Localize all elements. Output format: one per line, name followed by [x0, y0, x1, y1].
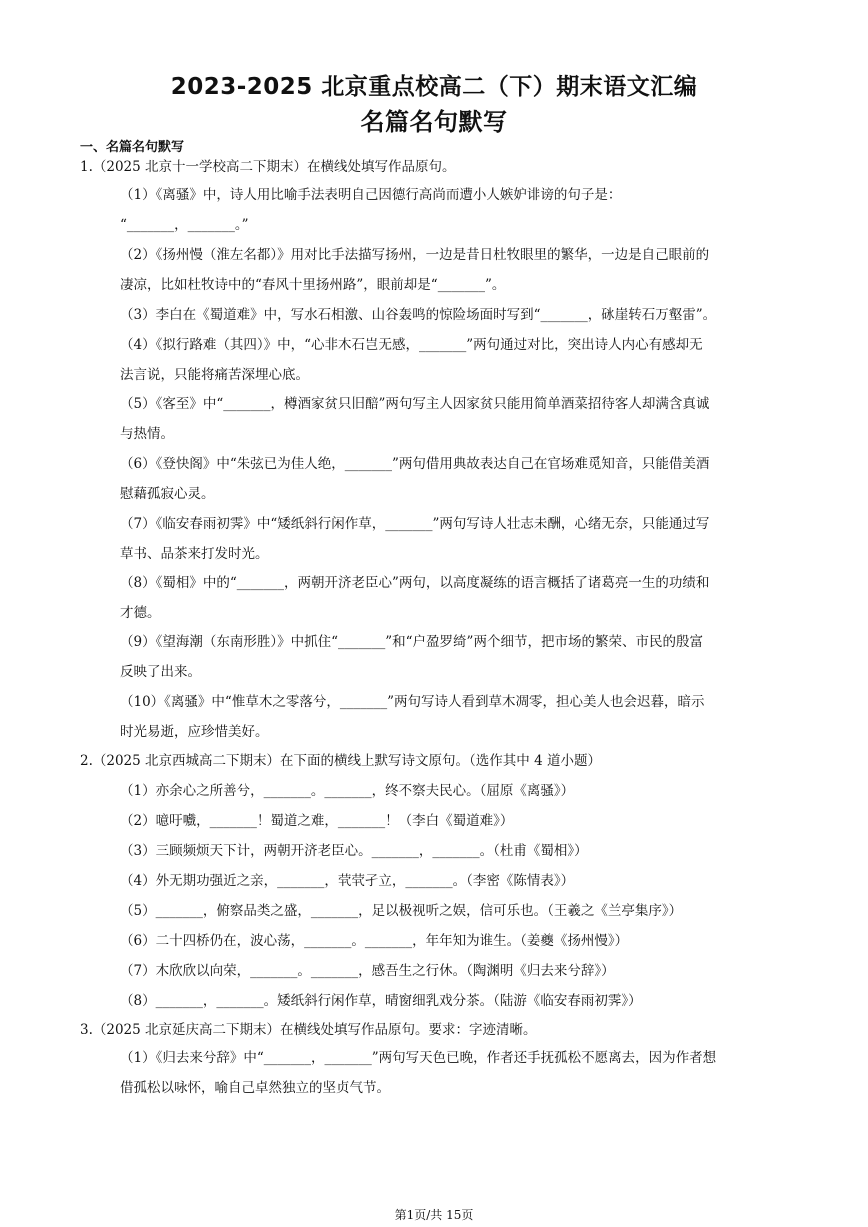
q1-item-1-line2: “_______，_______。” [120, 217, 249, 233]
q3-item-1 [120, 1043, 795, 1103]
q2-item-4: （4）外无期功强近之亲，_______，茕茕孑立，_______。（李密《陈情表》） [120, 873, 575, 889]
q2-item-7: （7）木欣欣以向荣，_______。_______，感吾生之行休。（陶渊明《归去来兮辞》） [120, 963, 615, 979]
q1-item-6 [120, 449, 795, 509]
page-footer: 第1页/共 15页 [394, 1208, 474, 1222]
q1-item-1-line1: （1）《离骚》中，诗人用比喻手法表明自己因德行高尚而遭小人嫉妒诽谤的句子是： [120, 187, 622, 203]
q2-item-1: （1）亦余心之所善兮，_______。_______，终不察夫民心。（屈原《离骚》） [120, 783, 575, 799]
q1-item-8-line2: 才德。 [120, 605, 161, 621]
q1-item-6-line1: （6）《登快阁》中“朱弦已为佳人绝，_______”两句借用典故表达自己在官场难觅知音，只能借美酒 [120, 456, 710, 472]
q1-item-2-line2: 凄凉，比如杜牧诗中的“春风十里扬州路”，眼前却是“_______”。 [120, 277, 506, 293]
document-subtitle: 名篇名句默写 [360, 108, 508, 136]
q2-item-5: （5）_______，俯察品类之盛，_______，足以极视听之娱，信可乐也。（王羲之《兰亭集序》） [120, 903, 683, 919]
q1-item-2 [120, 240, 795, 300]
q2-item-6: （6）二十四桥仍在，波心荡，_______。_______，年年知为谁生。（姜夔《扬州慢》） [120, 933, 629, 949]
q1-item-2-line1: （2）《扬州慢（淮左名都）》用对比手法描写扬州，一边是昔日杜牧眼里的繁华，一边是自己眼前的 [120, 247, 710, 263]
q1-item-3-line1: （3）李白在《蜀道难》中，写水石相激、山谷轰鸣的惊险场面时写到“_______，砯崖转石万壑雷”。 [120, 307, 717, 323]
q1-item-9-line2: 反映了出来。 [120, 664, 201, 680]
q1-item-4-line1: （4）《拟行路难（其四）》中，“心非木石岂无感，_______”两句通过对比，突出诗人内心有感却无 [120, 337, 703, 353]
q1-item-1 [120, 180, 795, 240]
q1-item-9 [120, 627, 795, 687]
question-2-stem: 2.（2025 北京西城高二下期末）在下面的横线上默写诗文原句。（选作其中 4 道小题） [80, 753, 601, 769]
q1-item-7-line1: （7）《临安春雨初霁》中“矮纸斜行闲作草，_______”两句写诗人壮志未酬，心绪无奈，只能通过写 [120, 516, 710, 532]
q1-item-8-line1: （8）《蜀相》中的“_______，两朝开济老臣心”两句，以高度凝练的语言概括了诸葛亮一生的功绩和 [120, 575, 710, 591]
section-heading: 一、名篇名句默写 [80, 140, 185, 155]
q3-item-1-line1: （1）《归去来兮辞》中“_______，_______”两句写天色已晚，作者还手抚孤松不愿离去，因为作者想 [120, 1050, 717, 1066]
q1-item-9-line1: （9）《望海潮（东南形胜）》中抓住“_______”和“户盈罗绮”两个细节，把市场的繁荣、市民的殷富 [120, 634, 703, 650]
q1-item-4-line2: 法言说，只能将痛苦深埋心底。 [120, 367, 309, 383]
q1-item-5 [120, 389, 795, 449]
q1-item-10-line2: 时光易逝，应珍惜美好。 [120, 724, 269, 740]
q1-item-10-line1: （10）《离骚》中“惟草木之零落兮，_______”两句写诗人看到草木凋零，担心美人也会迟暮，暗示 [120, 694, 705, 710]
question-3-stem: 3.（2025 北京延庆高二下期末）在横线处填写作品原句。要求：字迹清晰。 [80, 1022, 537, 1038]
q1-item-6-line2: 慰藉孤寂心灵。 [120, 486, 215, 502]
question-1-stem: 1.（2025 北京十一学校高二下期末）在横线处填写作品原句。 [80, 159, 456, 175]
q1-item-7-line2: 草书、品茶来打发时光。 [120, 546, 269, 562]
q1-item-8 [120, 568, 795, 628]
q1-item-7 [120, 509, 795, 569]
q1-item-4 [120, 330, 795, 390]
q1-item-10 [120, 687, 795, 747]
q2-item-8: （8）_______，_______。矮纸斜行闲作草，晴窗细乳戏分茶。（陆游《临安春雨初霁》） [120, 993, 642, 1009]
document-title: 2023-2025 北京重点校高二（下）期末语文汇编 [170, 74, 698, 100]
q1-item-5-line1: （5）《客至》中“_______，樽酒家贫只旧醅”两句写主人因家贫只能用简单酒菜招待客人却满含真诚 [120, 396, 710, 412]
q2-item-3: （3）三顾频烦天下计，两朝开济老臣心。_______，_______。（杜甫《蜀相》） [120, 843, 588, 859]
q1-item-5-line2: 与热情。 [120, 426, 174, 442]
q2-item-2: （2）噫吁嚱，_______！蜀道之难，_______！（李白《蜀道难》） [120, 813, 514, 829]
q3-item-1-line2: 借孤松以咏怀，喻自己卓然独立的坚贞气节。 [120, 1080, 390, 1096]
q1-item-3 [120, 300, 795, 330]
